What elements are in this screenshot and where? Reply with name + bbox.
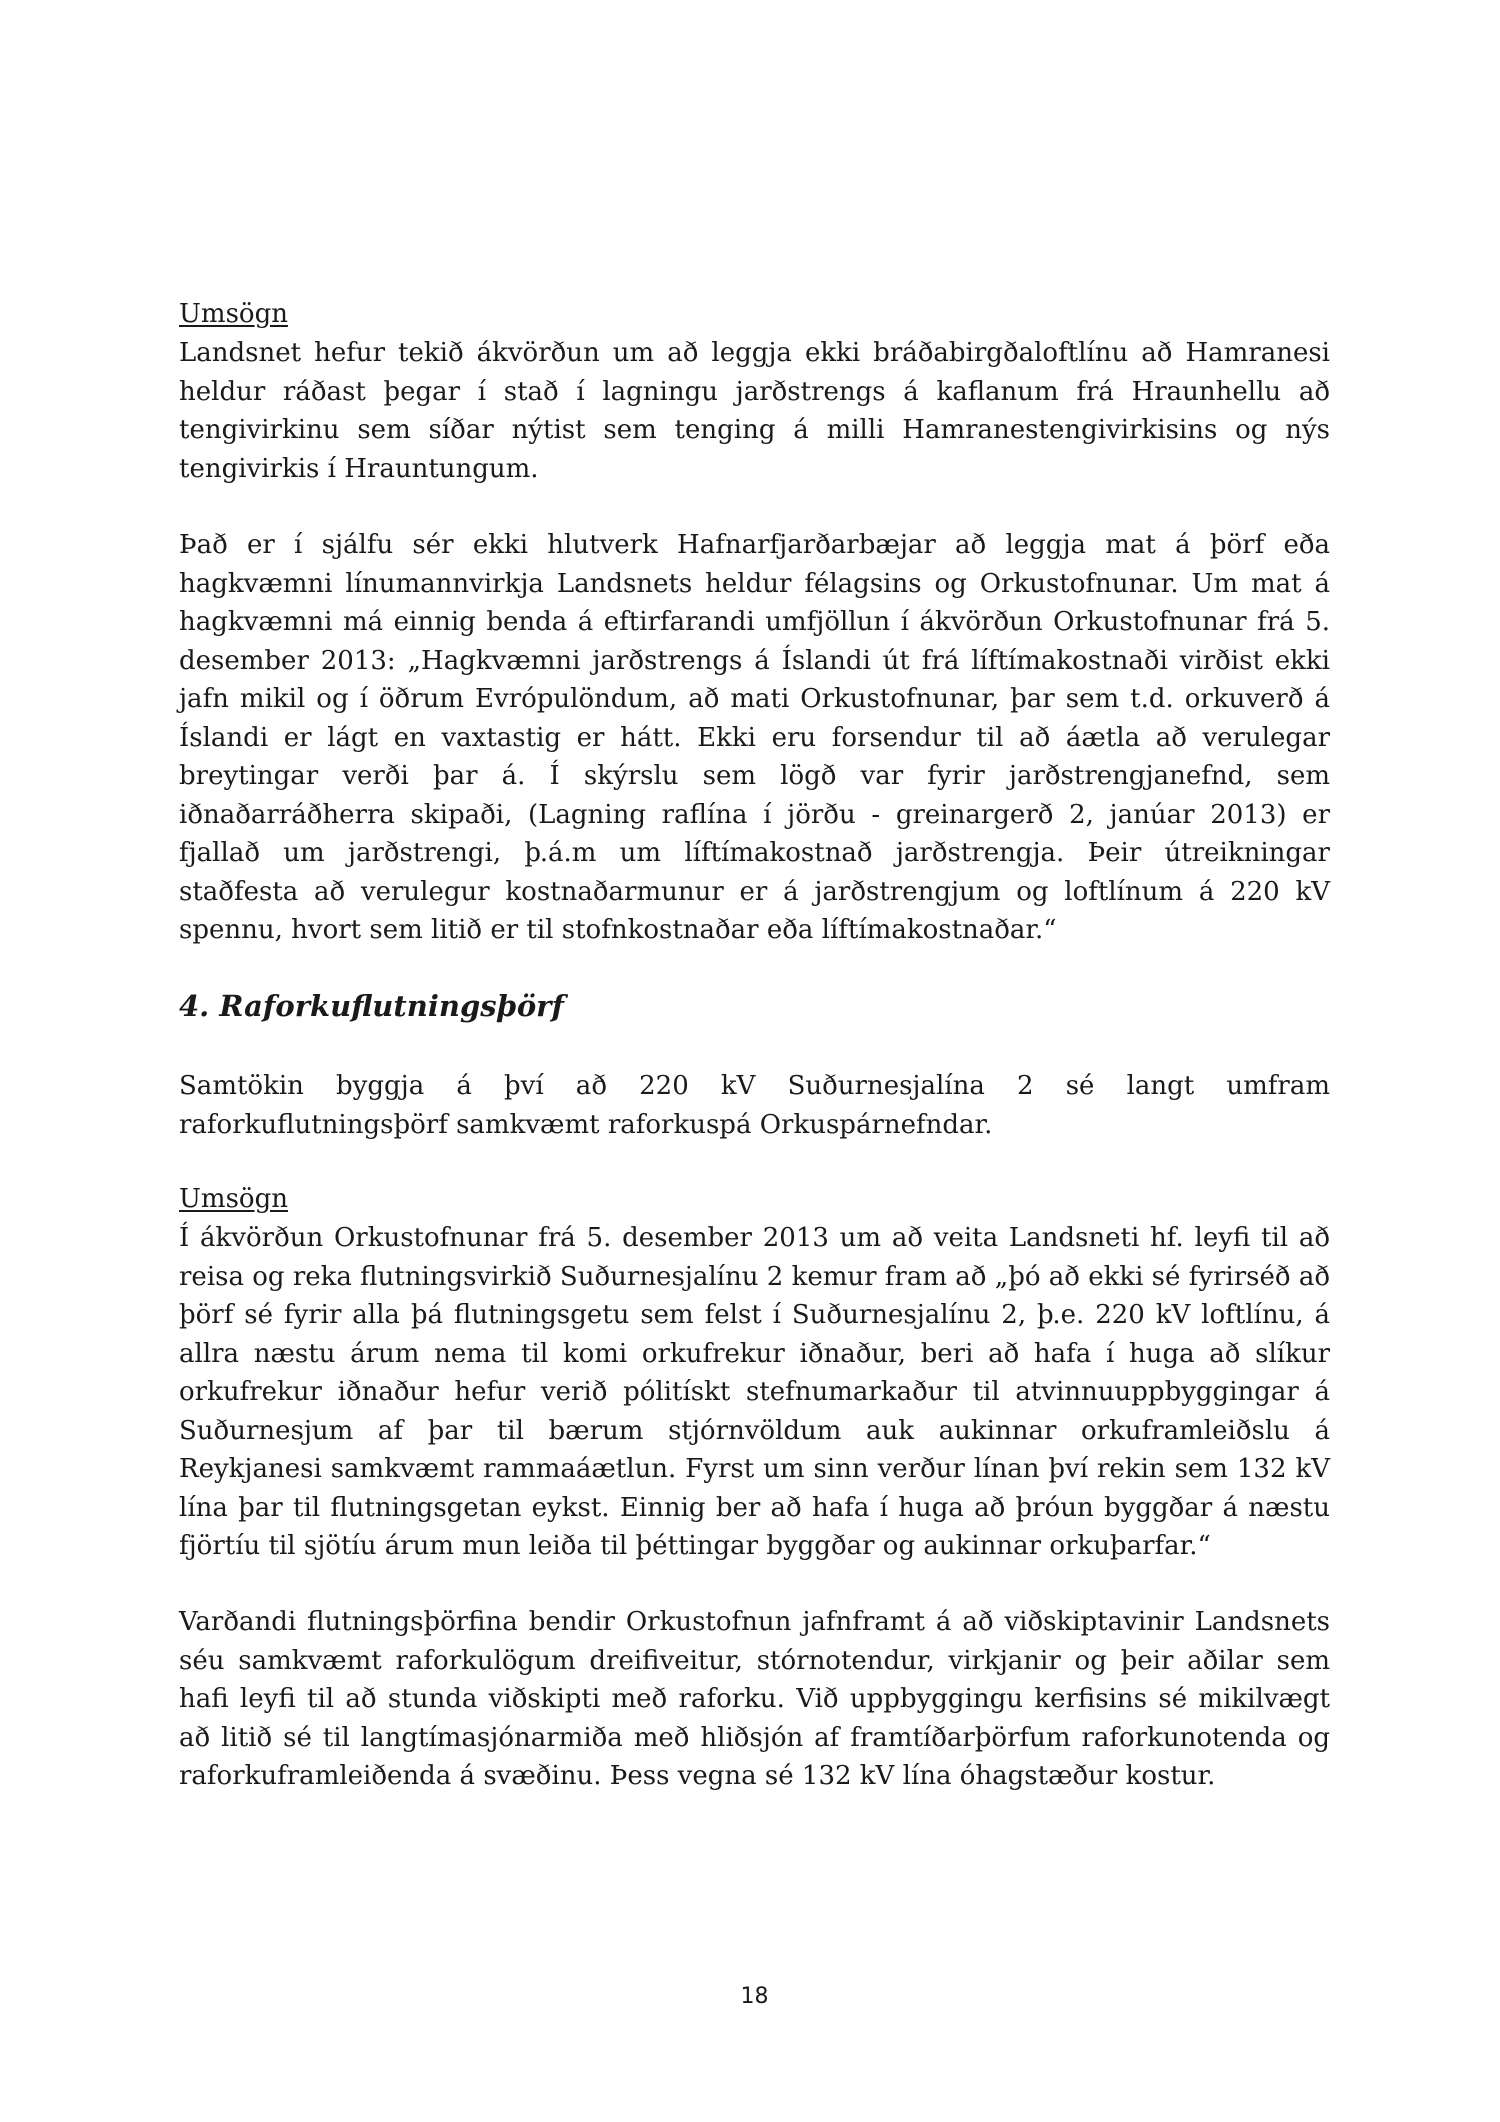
paragraph-claim: Samtökin byggja á því að 220 kV Suðurnesjalína 2 sé langt umfram raforkuflutningsþörf samkvæmt raforkuspá Orkuspárnefndar. [179, 1071, 1330, 1140]
page-number: 18 [740, 1984, 769, 2009]
paragraph-assessment-cost: Það er í sjálfu sér ekki hlutverk Hafnarfjarðarbæjar að leggja mat á þörf eða hagkvæmni línumannvirkja Landsnets heldur félagsins og Orkustofnunar. Um mat á hagkvæmni má einnig benda á eftirfarandi umfjöllun í ákvörðun Orkustofnunar frá 5. desember 2013: „Hagkvæmni jarðstrengs á Íslandi út frá líftímakostnaði virðist ekki jafn mikil og í öðrum Evrópulöndum, að mati Orkustofnunar, þar sem t.d. orkuverð á Íslandi er lágt en vaxtastig er hátt. Ekki eru forsendur til að áætla að verulegar breytingar verði þar á. Í skýrslu sem lögð var fyrir jarðstrengjanefnd, sem iðnaðarráðherra skipaði, (Lagning raflína í jörðu - greinargerð 2, janúar 2013) er fjallað um jarðstrengi, þ.á.m um líftímakostnað jarðstrengja. Þeir útreikningar staðfesta að verulegur kostnaðarmunur er á jarðstrengjum og loftlínum á 220 kV spennu, hvort sem litið er til stofnkostnaðar eða líftímakostnaðar.“ [179, 530, 1330, 945]
section-a-paragraph: Landsnet hefur tekið ákvörðun um að leggja ekki bráðabirgðaloftlínu að Hamranesi heldur ráðast þegar í stað í lagningu jarðstrengs á kaflanum frá Hraunhellu að tengivirkinu sem síðar nýtist sem tenging á milli Hamranestengivirkisins og nýs tengivirkis í Hrauntungum. [179, 338, 1330, 484]
section-b-label: Umsögn [179, 1184, 288, 1214]
document-page [179, 0, 1330, 2122]
section-heading: 4. Raforkuflutningsþörf [179, 989, 564, 1023]
section-a-label: Umsögn [179, 299, 288, 329]
paragraph-transmission-need: Varðandi flutningsþörfina bendir Orkustofnun jafnframt á að viðskiptavinir Landsnets séu samkvæmt raforkulögum dreifiveitur, stórnotendur, virkjanir og þeir aðilar sem hafi leyfi til að stunda viðskipti með raforku. Við uppbyggingu kerfisins sé mikilvægt að litið sé til langtímasjónarmiða með hliðsjón af framtíðarþörfum raforkunotenda og raforkuframleiðenda á svæðinu. Þess vegna sé 132 kV lína óhagstæður kostur. [179, 1607, 1330, 1791]
section-b-paragraph: Í ákvörðun Orkustofnunar frá 5. desember 2013 um að veita Landsneti hf. leyfi til að reisa og reka flutningsvirkið Suðurnesjalínu 2 kemur fram að „þó að ekki sé fyrirséð að þörf sé fyrir alla þá flutningsgetu sem felst í Suðurnesjalínu 2, þ.e. 220 kV loftlínu, á allra næstu árum nema til komi orkufrekur iðnaður, beri að hafa í huga að slíkur orkufrekur iðnaður hefur verið pólitískt stefnumarkaður til atvinnuuppbyggingar á Suðurnesjum af þar til bærum stjórnvöldum auk aukinnar orkuframleiðslu á Reykjanesi samkvæmt rammaáætlun. Fyrst um sinn verður línan því rekin sem 132 kV lína þar til flutningsgetan eykst. Einnig ber að hafa í huga að þróun byggðar á næstu fjörtíu til sjötíu árum mun leiða til þéttingar byggðar og aukinnar orkuþarfar.“ [179, 1223, 1330, 1561]
